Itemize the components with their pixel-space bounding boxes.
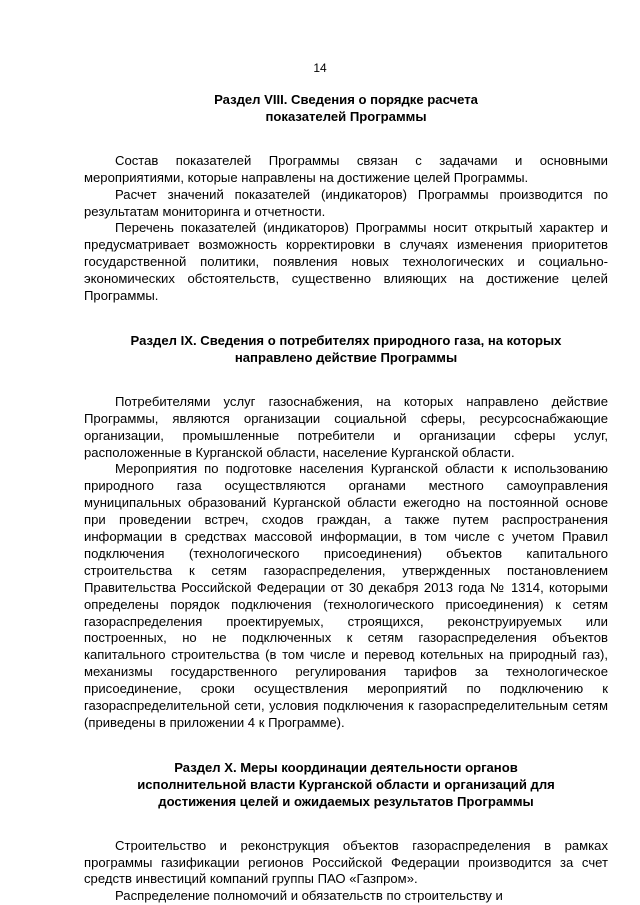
section-10-heading xyxy=(84,760,608,811)
page-content xyxy=(84,92,608,905)
heading-line: исполнительной власти Курганской области и организаций для xyxy=(137,776,555,792)
heading-line: направлено действие Программы xyxy=(234,349,458,365)
section-8-heading xyxy=(84,92,608,126)
heading-line: Раздел IX. Сведения о потребителях природного газа, на которых xyxy=(130,332,562,348)
paragraph: Перечень показателей (индикаторов) Программы носит открытый характер и предусматривает возможность корректировки в случаях изменения приоритетов государственной политики, появления новых технологических и социально-экономических обстоятельств, существенно влияющих на достижение целей Программы. xyxy=(84,220,608,304)
section-9-heading xyxy=(84,333,608,367)
paragraph: Потребителями услуг газоснабжения, на которых направлено действие Программы, являются организации социальной сферы, ресурсоснабжающие организации, промышленные потребители и организации сферы услуг, расположенные в Курганской области, население Курганской области. xyxy=(84,393,608,460)
heading-line: показателей Программы xyxy=(265,108,427,124)
paragraph: Расчет значений показателей (индикаторов) Программы производится по результатам мониторинга и отчетности. xyxy=(84,186,608,219)
page-number: 14 xyxy=(313,61,327,75)
heading-line: достижения целей и ожидаемых результатов Программы xyxy=(158,793,534,809)
paragraph: Распределение полномочий и обязательств по строительству и xyxy=(115,888,503,904)
heading-line: Раздел VIII. Сведения о порядке расчета xyxy=(214,92,478,107)
paragraph: Состав показателей Программы связан с задачами и основными мероприятиями, которые направлены на достижение целей Программы. xyxy=(84,152,608,185)
paragraph: Строительство и реконструкция объектов газораспределения в рамках программы газификации регионов Российской Федерации производится за счет средств инвестиций компаний группы ПАО «Газпром». xyxy=(84,837,608,887)
heading-line: Раздел X. Меры координации деятельности органов xyxy=(174,759,518,775)
paragraph: Мероприятия по подготовке населения Курганской области к использованию природного газа осуществляются органами местного самоуправления муниципальных образований Курганской области ежегодно на постоянной основе при проведении встреч, сходов граждан, а также путем распространения информации в средствах массовой информации, в том числе с учетом Правил подключения (технологического присоединения) объектов капитального строительства к сетям газораспределения, утвержденных постановлением Правительства Российской Федерации от 30 декабря 2013 года № 1314, которыми определены порядок подключения (технологического присоединения) к сетям газораспределения проектируемых, строящихся, реконструируемых или построенных, но не подключенных к сетям газораспределения объектов капитального строительства (в том числе и перевод котельных на природный газ), механизмы государственного регулирования тарифов за технологическое присоединение, сроки осуществления мероприятий по подключению к газораспределительной сети, условия подключения к газораспределительным сетям (приведены в приложении 4 к Программе). xyxy=(84,461,608,730)
